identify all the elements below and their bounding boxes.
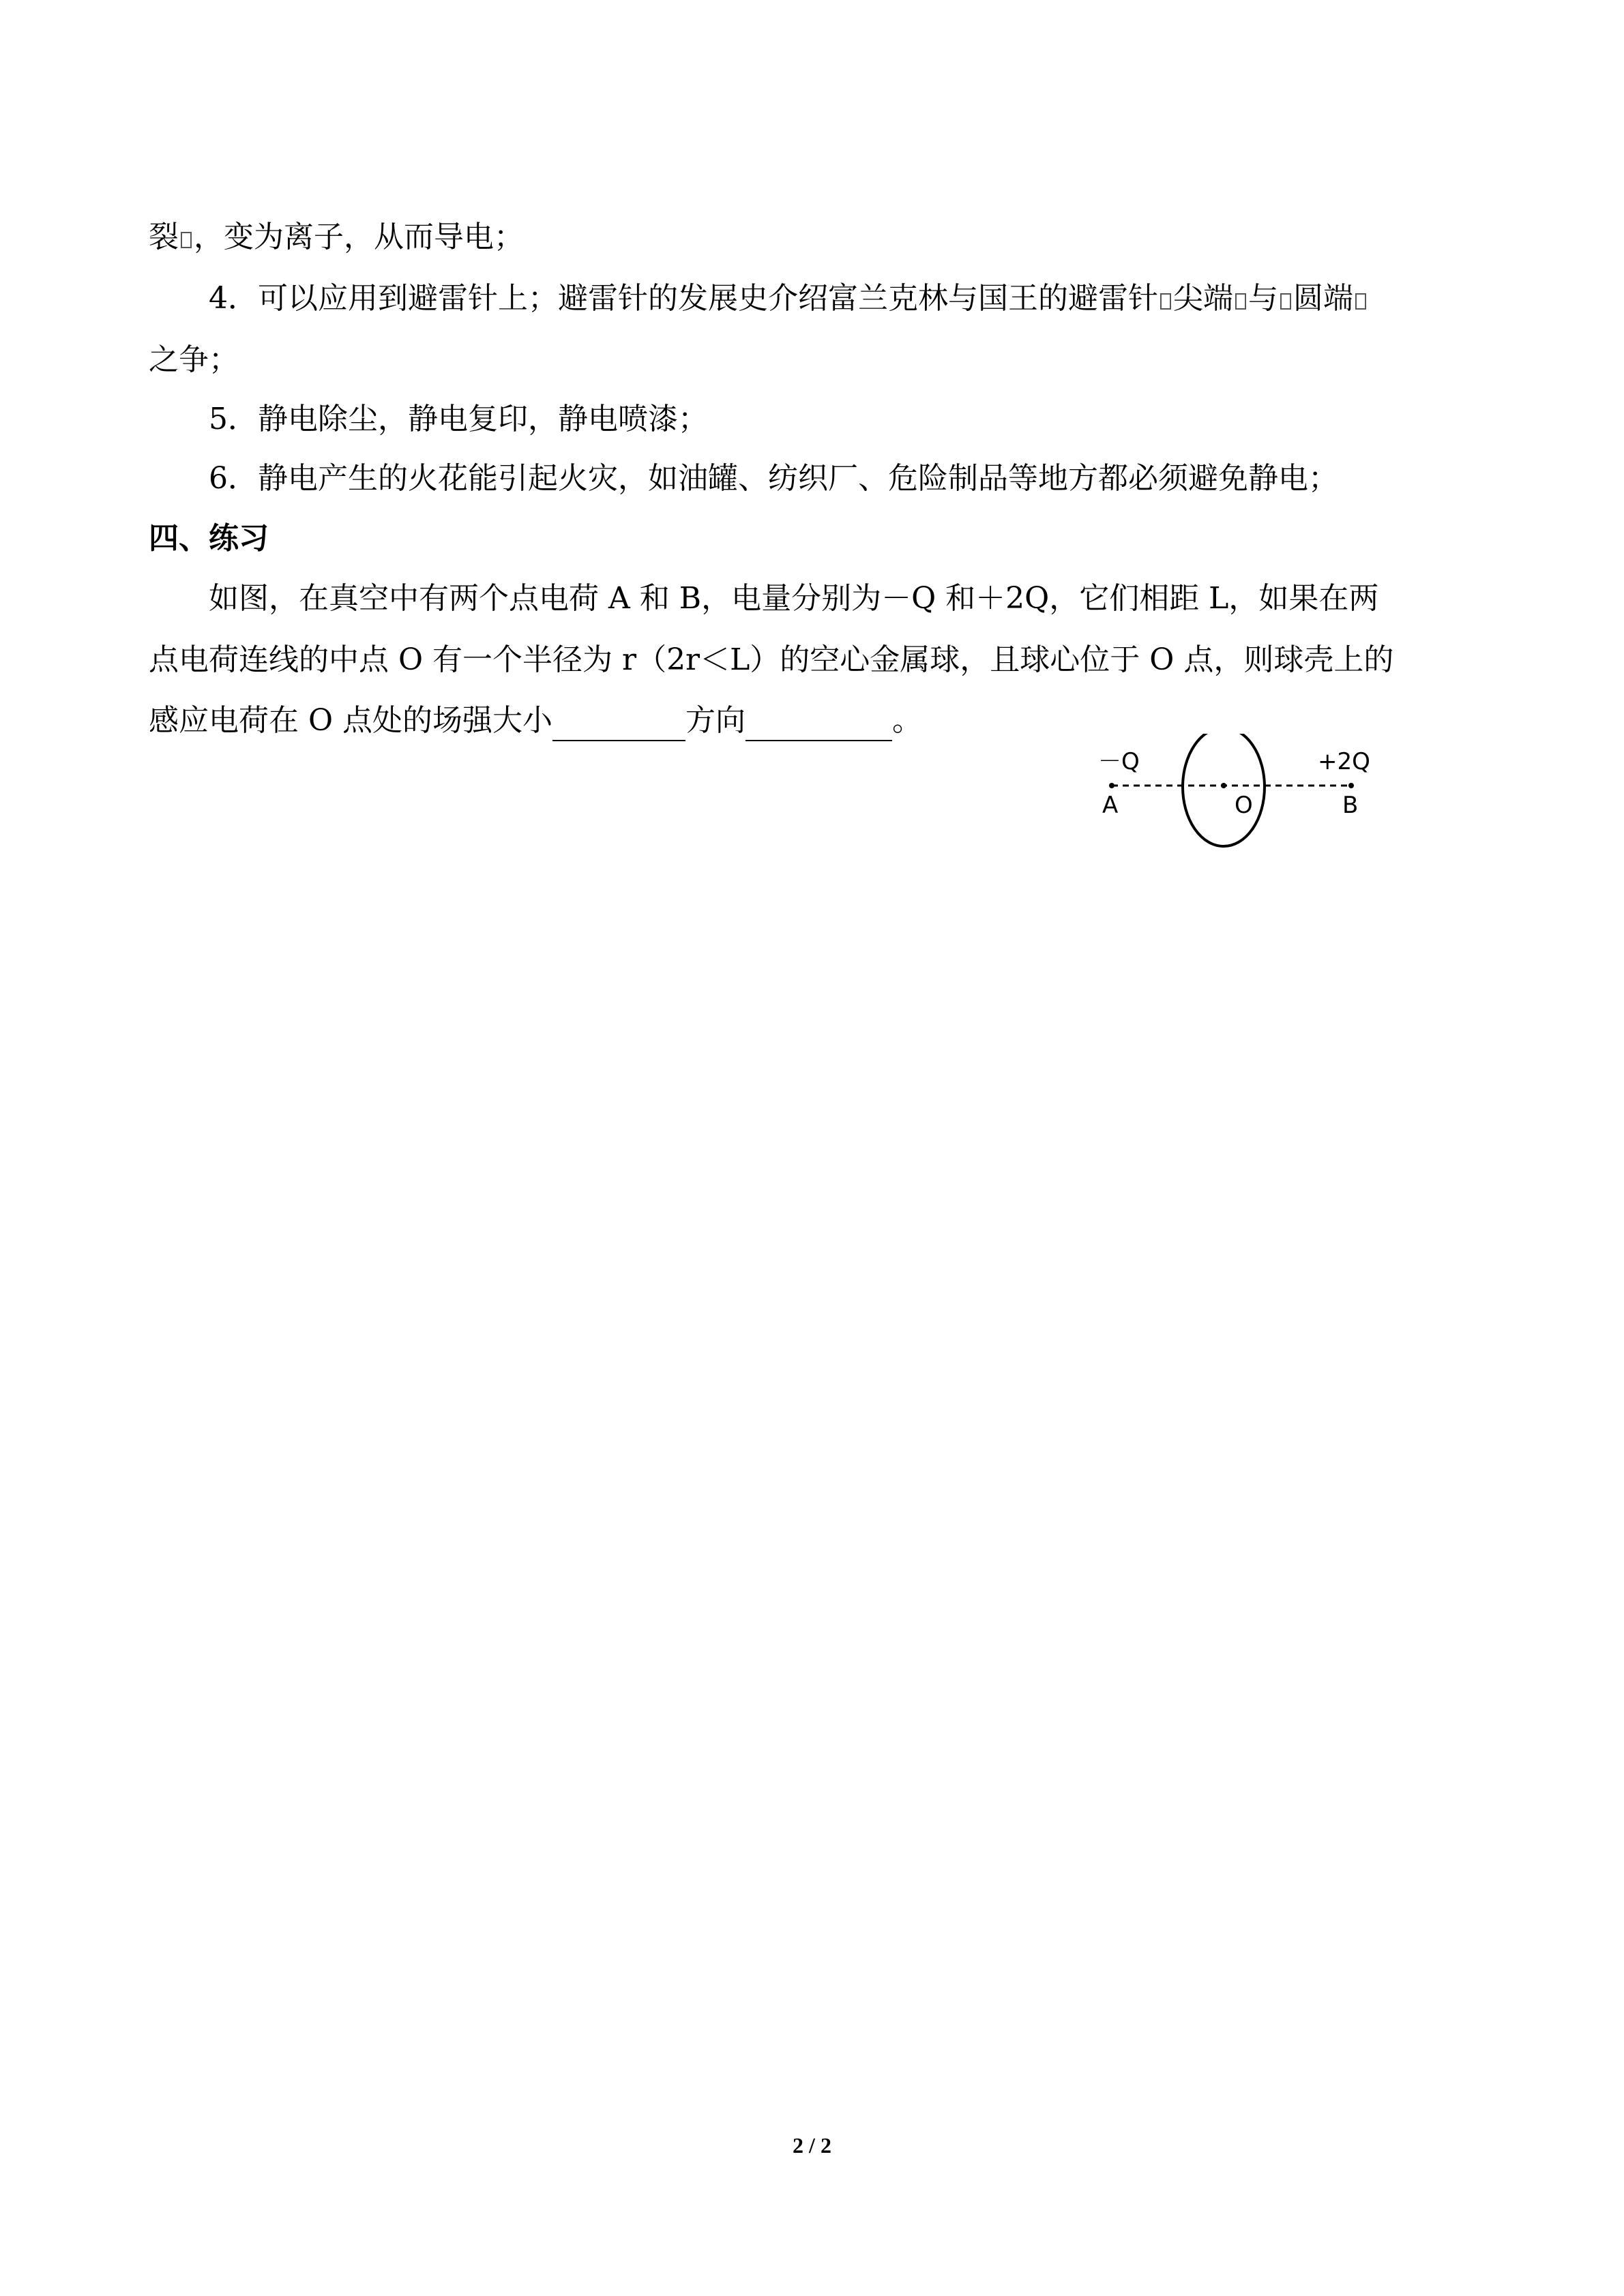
line1-part2: ，变为离子，从而导电；: [194, 220, 524, 254]
problem-line-3: [149, 700, 922, 741]
line1-part1: 裂: [149, 220, 179, 254]
answer-blank-magnitude[interactable]: [552, 710, 685, 741]
text-line-4: [209, 399, 708, 440]
problem-line-2: 点电荷连线的中点 O 有一个半径为 r（2r＜L）的空心金属球，且球心位于 O 点，则球壳上的: [149, 642, 1394, 677]
charge-sphere-figure: [1089, 734, 1402, 856]
line3-text: 之争；: [149, 342, 239, 377]
point-a-label: A: [1102, 792, 1119, 819]
problem-line-3-a: 感应电荷在 O 点处的场强大小: [149, 703, 553, 738]
center-o-dot: [1221, 783, 1226, 788]
point-b-label: B: [1342, 792, 1359, 819]
line2-part3: 与: [1248, 281, 1278, 316]
line4-text: 5．静电除尘，静电复印，静电喷漆；: [209, 402, 708, 436]
text-line-1: [149, 217, 524, 258]
line2-part4: 圆端: [1293, 281, 1353, 316]
section-heading: 四、练习: [149, 521, 269, 556]
missing-glyph-box: [181, 232, 192, 248]
problem-line-1: 如图，在真空中有两个点电荷 A 和 B，电量分别为－Q 和＋2Q，它们相距 L，如果在两: [209, 581, 1379, 616]
text-line-5: [209, 458, 1338, 499]
line5-text: 6．静电产生的火花能引起火灾，如油罐、纺织厂、危险制品等地方都必须避免静电；: [209, 461, 1338, 496]
answer-blank-direction[interactable]: [745, 710, 892, 741]
missing-glyph-box: [1235, 293, 1246, 310]
page-number: 2 / 2: [793, 2133, 831, 2158]
metal-sphere-outline: [1183, 734, 1265, 846]
line2-part1: 4．可以应用到避雷针上；避雷针的发展史介绍富兰克林与国王的避雷针: [209, 281, 1158, 316]
charge-a-dot: [1109, 783, 1114, 788]
problem-line-3-b: 方向: [685, 703, 746, 738]
text-line-2: [209, 278, 1368, 319]
missing-glyph-box: [1280, 293, 1291, 310]
missing-glyph-box: [1160, 293, 1171, 310]
line2-part2: 尖端: [1173, 281, 1233, 316]
missing-glyph-box: [1355, 293, 1366, 310]
charge-b-dot: [1348, 783, 1354, 788]
charge-left-label: －Q: [1098, 748, 1140, 775]
center-o-label: O: [1235, 792, 1253, 819]
charge-right-label: +2Q: [1318, 748, 1370, 775]
problem-line-3-c: 。: [892, 703, 923, 738]
text-line-3: [149, 340, 239, 381]
